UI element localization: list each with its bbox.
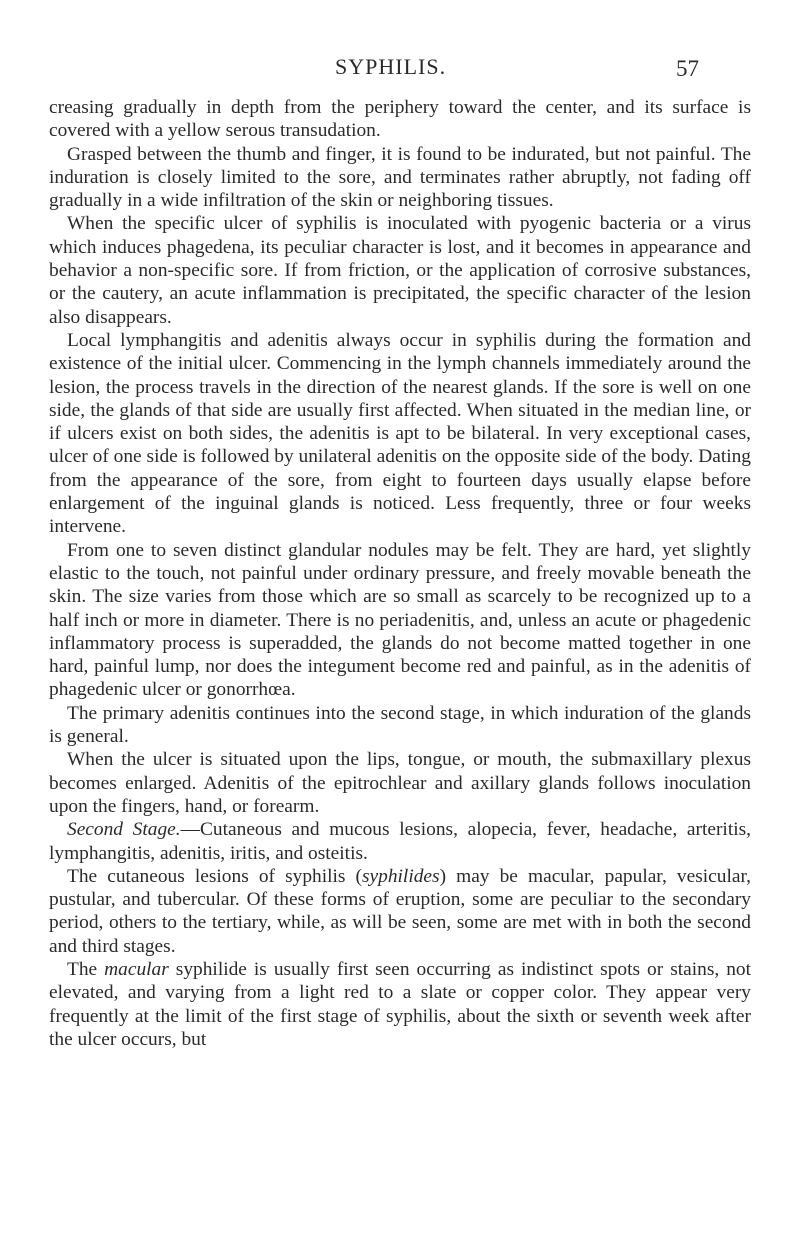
paragraph-macular-syphilide bbox=[49, 958, 751, 1051]
paragraph-induration bbox=[49, 143, 751, 213]
paragraph-glandular-nodules bbox=[49, 539, 751, 702]
paragraph-text: Grasped between the thumb and finger, it is found to be indurated, but not painful. The induration is closely limited to the sore, and terminates rather abruptly, not fading off gradually in a wide infiltration of the skin or neighboring tissues. bbox=[49, 143, 751, 212]
paragraph-lead: The cutaneous lesions of syphilis ( bbox=[67, 865, 362, 887]
paragraph-text: creasing gradually in depth from the periphery toward the center, and its surface is covered with a yellow serous transudation. bbox=[49, 97, 751, 142]
paragraph-text: syphilide is usually first seen occurring as indistinct spots or stains, not elevated, and varying from a light red to a slate or copper color. They appear very frequently at the limit of the first stage of syphilis, about the sixth or seventh week after the ulcer occurs, but bbox=[49, 958, 751, 1050]
paragraph-cutaneous-lesions bbox=[49, 865, 751, 958]
paragraph-submaxillary bbox=[49, 748, 751, 818]
paragraph-continuation bbox=[49, 96, 751, 143]
paragraph-inoculation bbox=[49, 212, 751, 328]
body-text bbox=[49, 96, 751, 1051]
italic-term-macular: macular bbox=[104, 958, 169, 980]
paragraph-text: When the specific ulcer of syphilis is inoculated with pyogenic bacteria or a virus which induces phagedena, its peculiar character is lost, and it becomes in appearance and behavior a non-specific sore. If from friction, or the application of corrosive substances, or the cautery, an acute inflammation is precipitated, the specific character of the lesion also disappears. bbox=[49, 213, 751, 328]
section-heading-second-stage: Second Stage. bbox=[67, 819, 181, 841]
paragraph-text: —Cutaneous and mucous lesions, alopecia, fever, headache, arteritis, lymphangitis, adenitis, iritis, and osteitis. bbox=[49, 819, 751, 864]
italic-term-syphilides: syphilides bbox=[362, 865, 440, 887]
paragraph-text: The primary adenitis continues into the second stage, in which induration of the glands is general. bbox=[49, 702, 751, 748]
paragraph-text: When the ulcer is situated upon the lips, tongue, or mouth, the submaxillary plexus becomes enlarged. Adenitis of the epitrochlear and axillary glands follows inoculation upon the fingers, hand, or forearm. bbox=[49, 749, 751, 817]
running-header bbox=[0, 54, 800, 86]
paragraph-text: From one to seven distinct glandular nodules may be felt. They are hard, yet slightly elastic to the touch, not painful under ordinary pressure, and freely movable beneath the skin. The size varies from those which are so small as scarcely to be recognized up to a half inch or more in diameter. There is no periadenitis, and, unless an acute or phagedenic inflammatory process is superadded, the glands do not become matted together in one hard, painful lump, nor does the integument become red and painful, as in the adenitis of phagedenic ulcer or gonorrhœa. bbox=[49, 539, 751, 701]
running-title: SYPHILIS. bbox=[335, 54, 447, 79]
paragraph-primary-adenitis bbox=[49, 702, 751, 749]
page-number: 57 bbox=[676, 56, 699, 81]
paragraph-lymphangitis bbox=[49, 329, 751, 539]
paragraph-second-stage bbox=[49, 818, 751, 865]
paragraph-text: ) may be macular, papular, vesicular, pustular, and tubercular. Of these forms of eruption, some are peculiar to the secondary period, others to the tertiary, while, as will be seen, some are met with in both the second and third stages. bbox=[49, 865, 751, 957]
paragraph-lead: The bbox=[67, 958, 105, 980]
paragraph-text: Local lymphangitis and adenitis always occur in syphilis during the formation and existence of the initial ulcer. Commencing in the lymph channels immediately around the lesion, the process travels in the direction of the nearest glands. If the sore is well on one side, the glands of that side are usually first affected. When situated in the median line, or if ulcers exist on both sides, the adenitis is apt to be bilateral. In very exceptional cases, ulcer of one side is followed by unilateral adenitis on the opposite side of the body. Dating from the appearance of the sore, from eight to fourteen days usually elapse before enlargement of the inguinal glands is noticed. Less frequently, three or four weeks intervene. bbox=[49, 329, 751, 538]
